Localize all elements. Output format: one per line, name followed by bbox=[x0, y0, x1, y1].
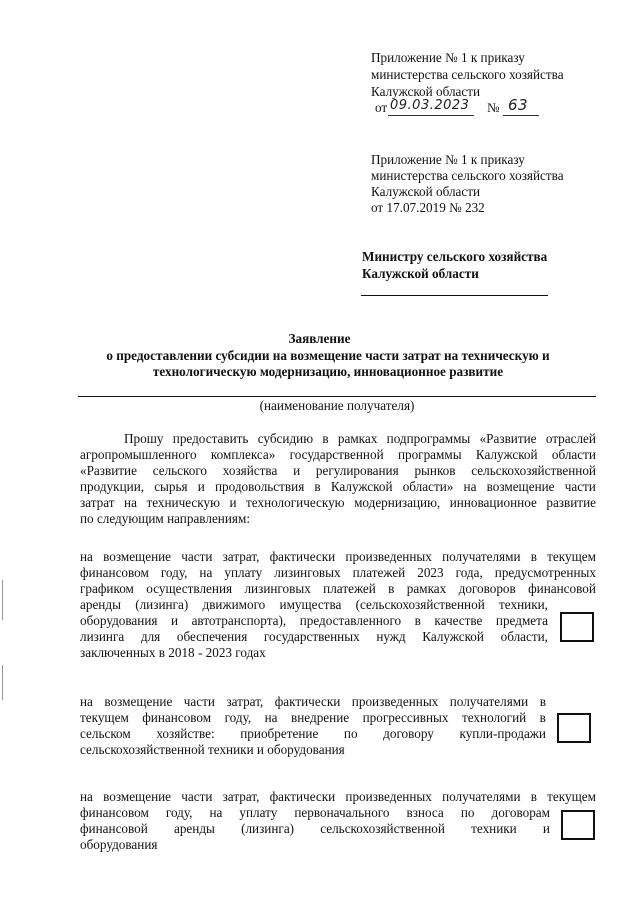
word: техники, bbox=[499, 597, 548, 612]
word: программы bbox=[397, 447, 462, 462]
word: Калужской bbox=[330, 479, 393, 494]
word: части bbox=[564, 479, 596, 494]
word: финансовой bbox=[528, 581, 596, 596]
word: возмещение bbox=[103, 549, 172, 564]
option-line bbox=[80, 726, 546, 742]
word: года, bbox=[455, 565, 483, 580]
word: области bbox=[551, 447, 596, 462]
option-line bbox=[80, 613, 548, 629]
word: сельского bbox=[152, 463, 208, 478]
option-initial-payment-checkbox[interactable] bbox=[561, 810, 595, 840]
word: и bbox=[293, 463, 301, 478]
word: уплату bbox=[224, 565, 263, 580]
appendix-line: Калужской области bbox=[371, 84, 481, 99]
word: лизинговых bbox=[244, 581, 311, 596]
order-date-prefix: от bbox=[375, 100, 388, 115]
word: хозяйстве: bbox=[156, 726, 215, 741]
option-line bbox=[80, 821, 550, 837]
word: финансовой bbox=[80, 821, 148, 836]
word: первоначального bbox=[294, 805, 390, 820]
word: договору bbox=[383, 726, 434, 741]
appendix-line: министерства сельского хозяйства bbox=[371, 168, 564, 183]
word: «Развитие bbox=[80, 463, 137, 478]
word: нужд bbox=[376, 629, 406, 644]
word: внедрение bbox=[291, 710, 350, 725]
word: части bbox=[181, 549, 213, 564]
word: приобретение bbox=[240, 726, 319, 741]
scan-edge-mark bbox=[2, 580, 3, 620]
word: получателями bbox=[449, 694, 529, 709]
document-subtitle: технологическую модернизацию, инновационное развитие bbox=[152, 364, 504, 379]
word: в bbox=[539, 694, 546, 709]
word: лизинга bbox=[80, 629, 125, 644]
word: произведенных bbox=[345, 789, 432, 804]
applicant-signature-line bbox=[361, 295, 548, 296]
paragraph-line: по следующим направлениям: bbox=[80, 511, 250, 526]
request-paragraph bbox=[80, 431, 596, 527]
paragraph-line bbox=[80, 447, 596, 463]
word: взноса bbox=[406, 805, 444, 820]
option-line: сельскохозяйственной техники и оборудования bbox=[80, 742, 345, 757]
document-title: Заявление bbox=[288, 331, 351, 346]
word: по bbox=[343, 726, 358, 741]
word: обеспечения bbox=[176, 629, 248, 644]
word: продовольствия bbox=[214, 479, 305, 494]
word: на bbox=[199, 565, 213, 580]
word: финансовом bbox=[80, 805, 149, 820]
word: в bbox=[530, 789, 537, 804]
word: произведенных bbox=[351, 694, 439, 709]
option-line bbox=[80, 565, 596, 581]
word: затрат, bbox=[226, 694, 264, 709]
word: году, bbox=[160, 565, 188, 580]
word: и bbox=[171, 613, 179, 628]
word: купли-продажи bbox=[459, 726, 546, 741]
word: в bbox=[388, 581, 395, 596]
word: технологий bbox=[461, 710, 527, 725]
word: и bbox=[229, 495, 237, 510]
word: аренды bbox=[173, 821, 215, 836]
appendix-line: министерства сельского хозяйства bbox=[371, 67, 564, 82]
word: затрат, bbox=[222, 789, 260, 804]
appendix-line: от 17.07.2019 № 232 bbox=[371, 200, 485, 215]
word: движимого bbox=[202, 597, 266, 612]
scan-edge-mark bbox=[2, 665, 3, 700]
word: в bbox=[539, 710, 546, 725]
word: комплекса» bbox=[210, 447, 276, 462]
word: финансовом bbox=[80, 565, 149, 580]
word: Калужской bbox=[422, 629, 484, 644]
option-line bbox=[80, 789, 596, 805]
word: затрат bbox=[80, 495, 115, 510]
word: (лизинга) bbox=[241, 821, 295, 836]
word: на bbox=[463, 479, 477, 494]
word: части bbox=[183, 694, 215, 709]
word: предоставить bbox=[172, 431, 249, 446]
word: на bbox=[80, 789, 93, 804]
word: техники bbox=[471, 821, 517, 836]
word: платежей bbox=[352, 565, 406, 580]
word: качестве bbox=[434, 613, 483, 628]
word: на bbox=[80, 549, 93, 564]
word: модернизацию, bbox=[354, 495, 441, 510]
word: части bbox=[181, 789, 213, 804]
word: финансовом bbox=[142, 710, 212, 725]
word: 2023 bbox=[417, 565, 444, 580]
handwritten-number: 63 bbox=[508, 96, 529, 114]
word: возмещение bbox=[103, 789, 172, 804]
recipient-name-line bbox=[78, 396, 596, 397]
addressee-line: Калужской области bbox=[362, 266, 479, 281]
option-line bbox=[80, 710, 546, 726]
word: сельскохозяйственной bbox=[471, 463, 596, 478]
option-line bbox=[80, 581, 596, 597]
word: Калужской bbox=[475, 447, 538, 462]
word: (сельскохозяйственной bbox=[355, 597, 485, 612]
word: рамках bbox=[337, 431, 378, 446]
word: оборудования bbox=[80, 613, 158, 628]
word: затрат, bbox=[222, 549, 260, 564]
word: произведенных bbox=[345, 549, 432, 564]
option-line bbox=[80, 597, 548, 613]
date-underline bbox=[388, 115, 474, 116]
appendix-line: Приложение № 1 к приказу bbox=[371, 152, 525, 167]
number-underline bbox=[503, 115, 539, 116]
word: хозяйства bbox=[222, 463, 278, 478]
word: области, bbox=[500, 629, 548, 644]
option-line bbox=[80, 629, 548, 645]
option-progressive-technologies bbox=[80, 694, 546, 758]
word: в bbox=[314, 479, 321, 494]
word: в bbox=[322, 431, 329, 446]
paragraph-line bbox=[80, 479, 596, 495]
option-leasing-payments-checkbox[interactable] bbox=[560, 612, 594, 642]
word: технологическую bbox=[246, 495, 345, 510]
word: на bbox=[124, 495, 137, 510]
word: на bbox=[264, 710, 278, 725]
addressee-line: Министру сельского хозяйства bbox=[362, 249, 548, 264]
word: государственной bbox=[289, 447, 384, 462]
word: техническую bbox=[146, 495, 220, 510]
word: развитие bbox=[546, 495, 596, 510]
word: в bbox=[414, 613, 421, 628]
word: на bbox=[80, 694, 93, 709]
word: «Развитие bbox=[479, 431, 537, 446]
option-initial-payment bbox=[80, 789, 596, 853]
word: прогрессивных bbox=[362, 710, 449, 725]
word: отраслей bbox=[545, 431, 596, 446]
word: на bbox=[209, 805, 223, 820]
word: регулирования bbox=[315, 463, 399, 478]
word: осуществления bbox=[146, 581, 233, 596]
word: (лизинга) bbox=[135, 597, 189, 612]
word: агропромышленного bbox=[80, 447, 197, 462]
word: получателями bbox=[442, 789, 521, 804]
word: по bbox=[460, 805, 475, 820]
word: договоров bbox=[458, 581, 516, 596]
word: подпрограммы bbox=[386, 431, 471, 446]
word: году, bbox=[165, 805, 193, 820]
word: имущества bbox=[279, 597, 342, 612]
document-subtitle: о предоставлении субсидии на возмещение части затрат на техническую и bbox=[106, 348, 550, 363]
word: сельском bbox=[80, 726, 131, 741]
word: аренды bbox=[80, 597, 121, 612]
word: фактически bbox=[269, 789, 336, 804]
word: предусмотренных bbox=[494, 565, 596, 580]
word: Прошу bbox=[124, 431, 164, 446]
word: текущем bbox=[547, 789, 596, 804]
word: сельскохозяйственной bbox=[320, 821, 445, 836]
option-line bbox=[80, 549, 596, 565]
word: в bbox=[530, 549, 537, 564]
word: предмета bbox=[495, 613, 548, 628]
word: и bbox=[542, 821, 550, 836]
word: фактически bbox=[269, 549, 336, 564]
option-line bbox=[80, 805, 550, 821]
handwritten-date: 09.03.2023 bbox=[390, 98, 470, 113]
word: возмещение bbox=[486, 479, 555, 494]
option-line: заключенных в 2018 - 2023 годах bbox=[80, 645, 266, 660]
word: рамках bbox=[406, 581, 447, 596]
word: графиком bbox=[80, 581, 134, 596]
word: автотранспорта), bbox=[191, 613, 287, 628]
word: платежей bbox=[323, 581, 376, 596]
word: лизинговых bbox=[274, 565, 341, 580]
appendix-line: Калужской области bbox=[371, 184, 481, 199]
word: рынков bbox=[414, 463, 456, 478]
appendix-line: Приложение № 1 к приказу bbox=[371, 50, 525, 65]
word: сырья bbox=[154, 479, 188, 494]
word: государственных bbox=[263, 629, 360, 644]
option-progressive-technologies-checkbox[interactable] bbox=[557, 713, 591, 743]
option-leasing-payments bbox=[80, 549, 596, 661]
word: получателями bbox=[442, 549, 521, 564]
option-line bbox=[80, 694, 546, 710]
paragraph-line bbox=[80, 495, 596, 511]
word: продукции, bbox=[80, 479, 145, 494]
word: году, bbox=[224, 710, 252, 725]
option-line: оборудования bbox=[80, 837, 158, 852]
word: предоставленного bbox=[299, 613, 402, 628]
word: уплату bbox=[239, 805, 278, 820]
word: области» bbox=[402, 479, 454, 494]
word: субсидию bbox=[257, 431, 314, 446]
paragraph-line bbox=[80, 463, 596, 479]
word: текущем bbox=[80, 710, 129, 725]
word: текущем bbox=[547, 549, 596, 564]
paragraph-line bbox=[124, 431, 596, 447]
word: возмещение bbox=[104, 694, 173, 709]
word: для bbox=[140, 629, 161, 644]
word: инновационное bbox=[449, 495, 537, 510]
recipient-caption: (наименование получателя) bbox=[259, 398, 415, 413]
word: фактически bbox=[274, 694, 341, 709]
word: и bbox=[197, 479, 205, 494]
order-number-prefix: № bbox=[487, 100, 500, 115]
word: договорам bbox=[491, 805, 550, 820]
